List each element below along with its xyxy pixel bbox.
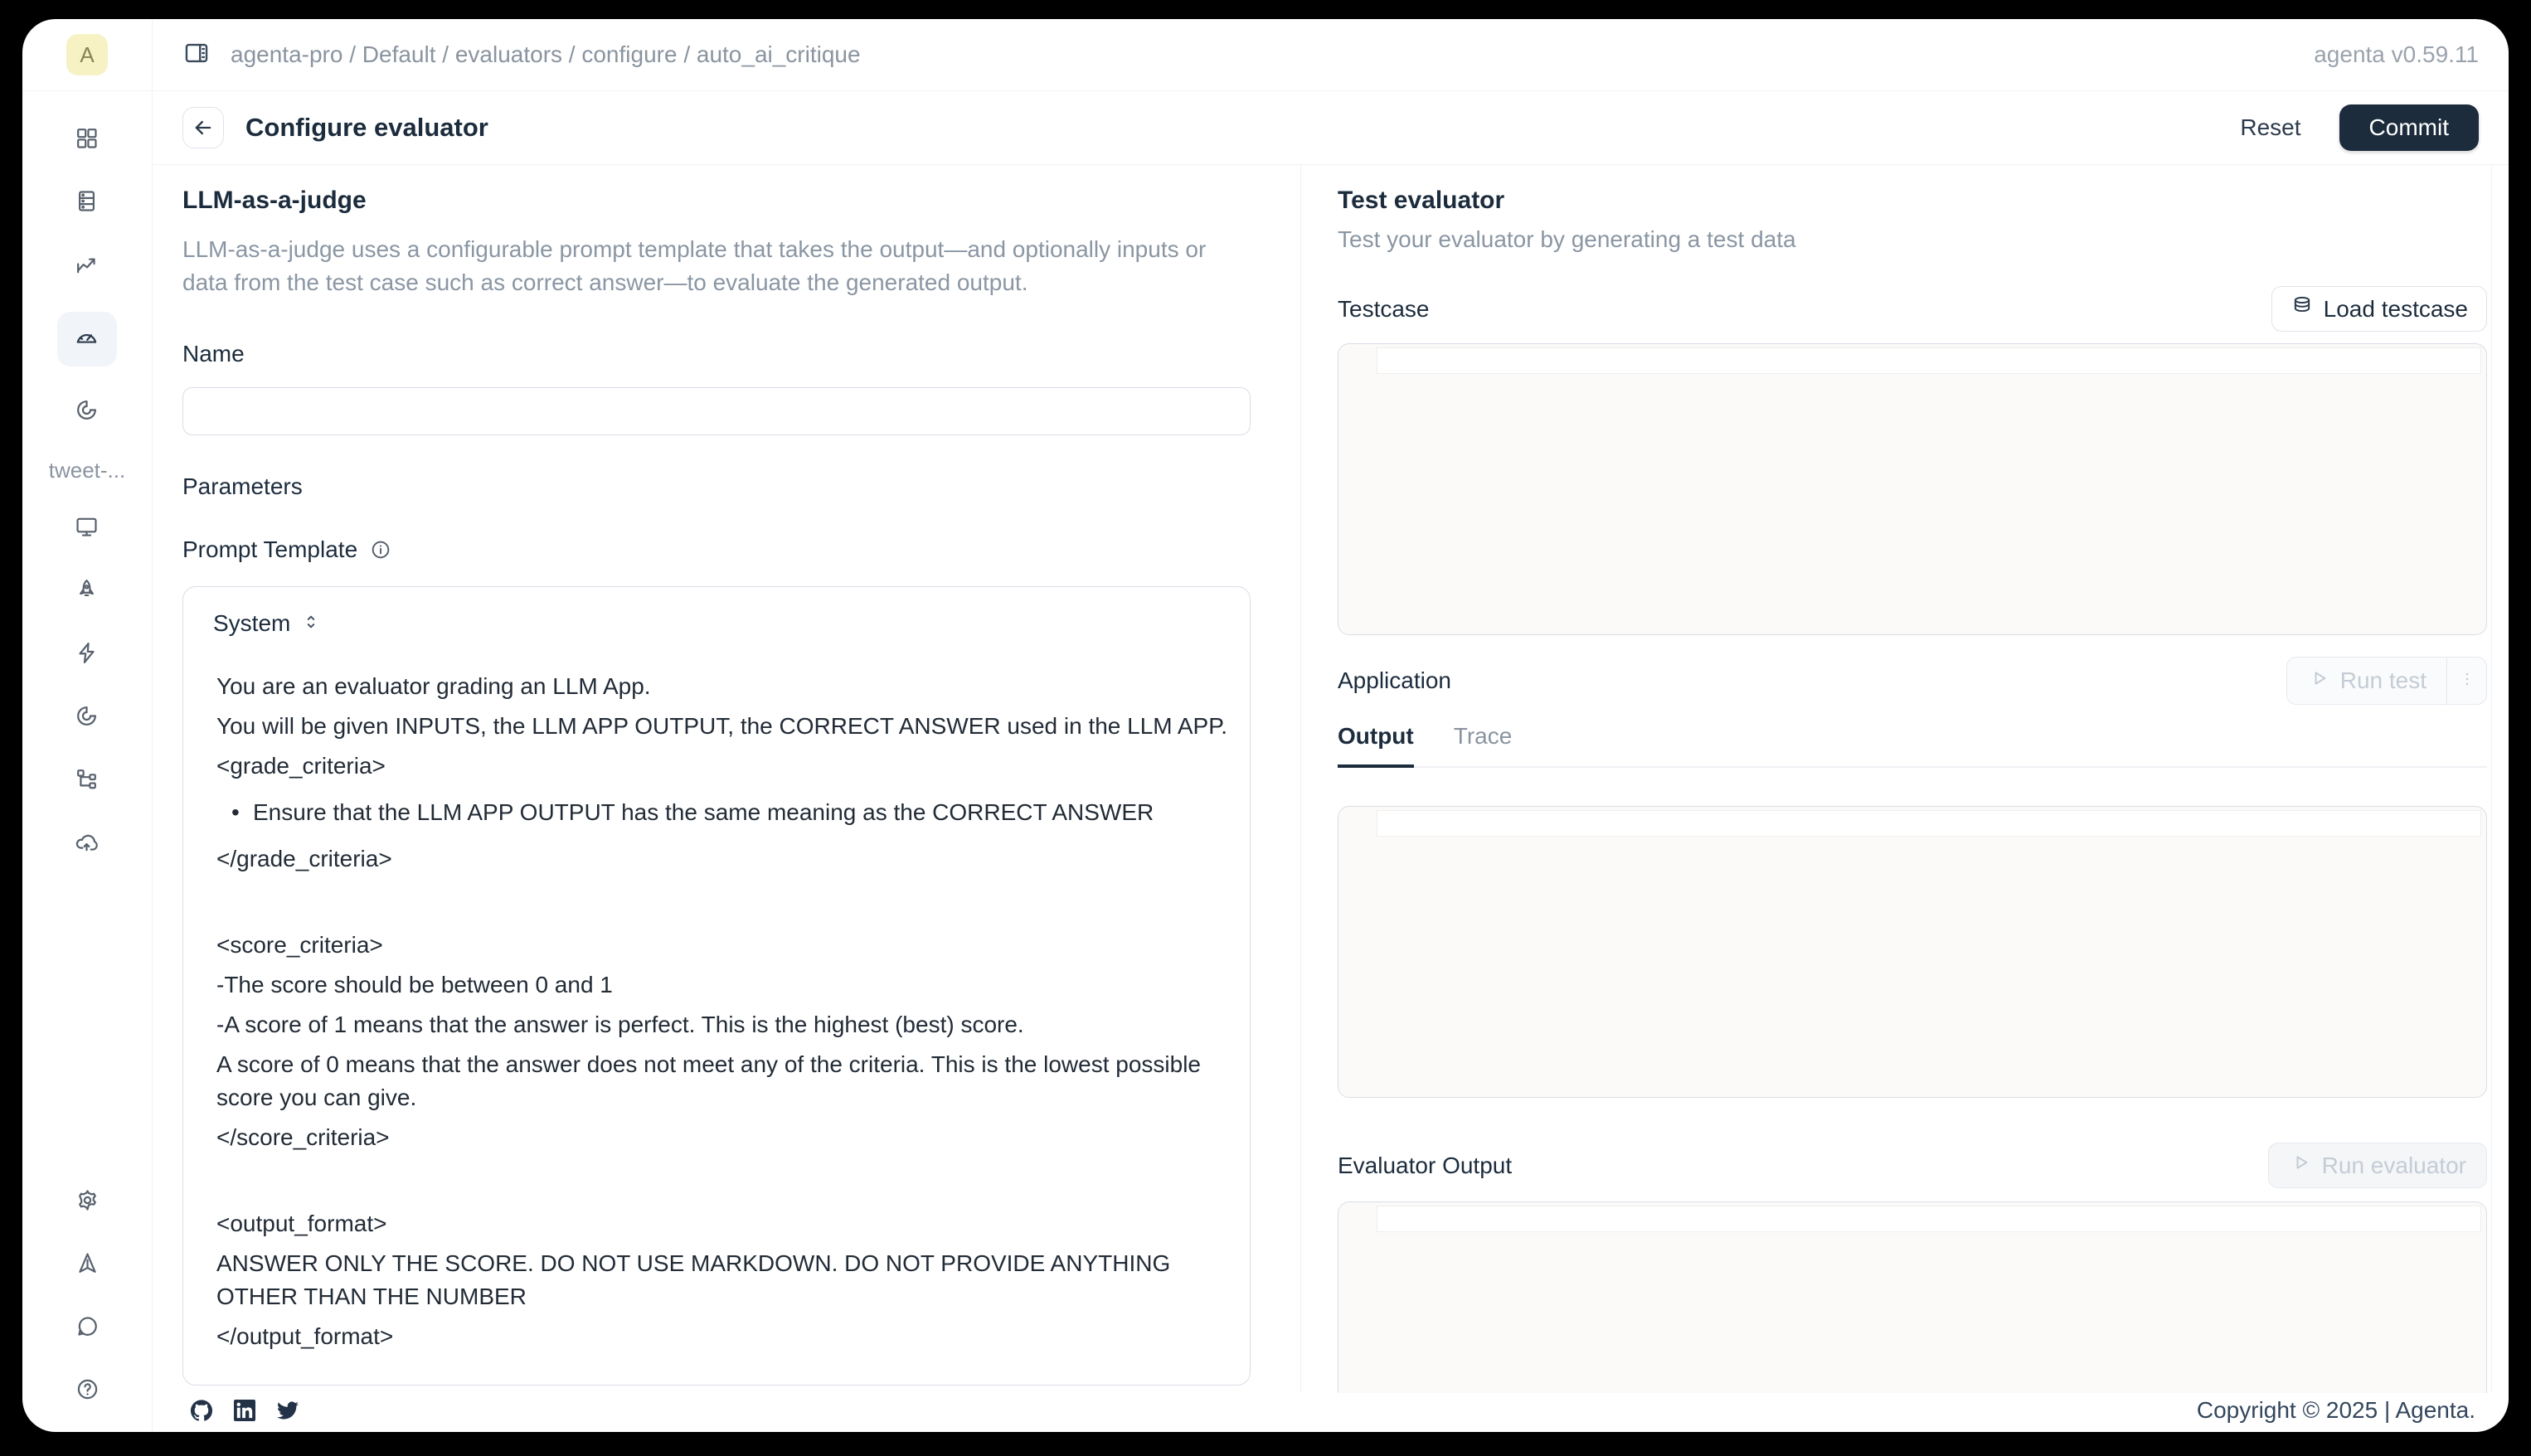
lightning-icon xyxy=(74,640,100,670)
caret-up-down-icon xyxy=(300,611,322,637)
run-evaluator-label: Run evaluator xyxy=(2321,1152,2466,1178)
info-icon[interactable] xyxy=(369,538,392,561)
prompt-line: ANSWER ONLY THE SCORE. DO NOT USE MARKDOWN. DO NOT PROVIDE ANYTHING OTHER THAN THE NUMBER xyxy=(216,1250,1171,1309)
twitter-icon[interactable] xyxy=(277,1400,299,1421)
sidebar-item-usage[interactable] xyxy=(57,701,117,735)
sidebar-item-whats-new[interactable] xyxy=(57,1248,117,1283)
run-test-more-button[interactable] xyxy=(2446,658,2486,704)
cloud-upload-icon xyxy=(74,829,100,859)
name-input[interactable] xyxy=(182,387,1251,435)
prompt-blank-line xyxy=(216,882,1228,922)
prompt-line: <output_format> xyxy=(216,1211,387,1236)
tree-structure-icon xyxy=(74,766,100,796)
evaluator-output-editor[interactable] xyxy=(1338,1201,2487,1393)
test-evaluator-title: Test evaluator xyxy=(1338,187,1505,214)
sidebar-item-observability[interactable] xyxy=(57,249,117,284)
testcase-label: Testcase xyxy=(1338,295,1430,322)
gauge-icon xyxy=(74,324,100,354)
prompt-line: <score_criteria> xyxy=(216,932,383,958)
prompt-line: You will be given INPUTS, the LLM APP OUTPUT, the CORRECT ANSWER used in the LLM APP. xyxy=(216,713,1228,739)
prompt-template-row xyxy=(182,536,1251,563)
application-row xyxy=(1338,657,2487,705)
prompt-template-label: Prompt Template xyxy=(182,536,358,562)
sidebar-nav xyxy=(49,91,125,861)
application-label: Application xyxy=(1338,667,1451,693)
evaluator-output-row xyxy=(1338,1143,2487,1188)
sidebar-item-testsets[interactable] xyxy=(57,186,117,221)
sidebar-item-apps[interactable] xyxy=(57,123,117,158)
donut-chart-icon xyxy=(74,703,100,733)
sidebar-item-evaluations[interactable] xyxy=(57,312,117,366)
name-label: Name xyxy=(182,341,245,366)
sidebar-item-settings[interactable] xyxy=(57,1185,117,1220)
commit-button[interactable]: Commit xyxy=(2339,104,2479,151)
sidebar-workspace-label[interactable]: tweet-... xyxy=(48,458,126,483)
prompt-line: </score_criteria> xyxy=(216,1124,390,1150)
test-evaluator-subtitle: Test your evaluator by generating a test data xyxy=(1338,226,1796,252)
prompt-line: </grade_criteria> xyxy=(216,846,392,871)
linkedin-icon[interactable] xyxy=(234,1400,255,1421)
evaluator-config-panel xyxy=(153,165,1301,1393)
run-test-button[interactable] xyxy=(2287,658,2446,704)
breadcrumb[interactable]: agenta-pro / Default / evaluators / configure / auto_ai_critique xyxy=(231,41,861,67)
reset-button[interactable]: Reset xyxy=(2225,106,2315,149)
run-test-label: Run test xyxy=(2339,667,2427,693)
donut-chart-icon xyxy=(74,397,100,427)
server-rack-icon xyxy=(74,188,100,218)
tab-output[interactable]: Output xyxy=(1338,723,1414,768)
prompt-line: A score of 0 means that the answer does not meet any of the criteria. This is the lowest possible score you can give. xyxy=(216,1051,1201,1110)
sidebar xyxy=(22,19,153,1432)
sidebar-toggle-icon[interactable] xyxy=(182,39,211,71)
testcase-row xyxy=(1338,286,2487,332)
avatar[interactable]: A xyxy=(66,34,108,75)
application-output-editor[interactable] xyxy=(1338,806,2487,1098)
monitor-icon xyxy=(74,514,100,544)
play-icon xyxy=(2289,1151,2312,1180)
testcase-editor[interactable] xyxy=(1338,343,2487,635)
main-area xyxy=(153,19,2509,1432)
prompt-line: <grade_criteria> xyxy=(216,753,386,779)
grid-icon xyxy=(74,125,100,155)
message-role-value: System xyxy=(213,610,291,636)
prompt-line: You are an evaluator grading an LLM App. xyxy=(216,673,651,699)
prompt-blank-line xyxy=(216,1161,1228,1201)
test-evaluator-panel xyxy=(1301,165,2509,1393)
line-chart-icon xyxy=(74,251,100,281)
avatar-row xyxy=(22,19,152,91)
chat-bubble-icon xyxy=(75,1313,100,1343)
load-testcase-label: Load testcase xyxy=(2323,295,2468,322)
page-title: Configure evaluator xyxy=(245,113,488,142)
sidebar-item-registry[interactable] xyxy=(57,764,117,798)
prompt-line: </output_format> xyxy=(216,1323,394,1349)
tab-trace[interactable]: Trace xyxy=(1453,723,1513,749)
editor-active-line xyxy=(1377,810,2481,837)
output-trace-tabs xyxy=(1338,723,2487,768)
sidebar-item-feedback[interactable] xyxy=(57,1311,117,1346)
sidebar-item-help[interactable] xyxy=(57,1374,117,1409)
back-button[interactable] xyxy=(182,107,224,148)
github-icon[interactable] xyxy=(191,1400,212,1421)
prompt-line: -The score should be between 0 and 1 xyxy=(216,972,613,997)
sidebar-item-playground[interactable] xyxy=(57,512,117,546)
copyright-text: Copyright © 2025 | Agenta. xyxy=(2196,1396,2475,1423)
page-header xyxy=(153,91,2509,165)
paper-plane-icon xyxy=(75,1250,100,1280)
app-window xyxy=(22,19,2509,1432)
load-testcase-button[interactable] xyxy=(2271,286,2487,332)
evaluator-description: LLM-as-a-judge uses a configurable prompt template that takes the output—and optionally inputs or data from the test case such as correct answer—to evaluate the generated output. xyxy=(182,236,1207,295)
message-role-selector[interactable] xyxy=(205,610,1228,637)
run-test-split-button xyxy=(2286,657,2487,705)
scroll-track[interactable] xyxy=(2491,165,2492,1393)
editor-active-line xyxy=(1377,1206,2481,1232)
prompt-template-editor[interactable] xyxy=(182,586,1251,1386)
editor-active-line xyxy=(1377,347,2481,374)
prompt-template-content[interactable] xyxy=(205,670,1228,1353)
sidebar-item-deploy[interactable] xyxy=(57,827,117,861)
sidebar-bottom xyxy=(57,1185,117,1432)
evaluator-output-label: Evaluator Output xyxy=(1338,1152,1513,1178)
rocket-icon xyxy=(74,577,100,607)
sidebar-item-deployments[interactable] xyxy=(57,575,117,609)
parameters-label: Parameters xyxy=(182,473,303,499)
evaluator-type-title: LLM-as-a-judge xyxy=(182,187,367,214)
content-area xyxy=(153,165,2509,1393)
prompt-line-bullet: • Ensure that the LLM APP OUTPUT has the same meaning as the CORRECT ANSWER xyxy=(216,796,1228,829)
version-label: agenta v0.59.11 xyxy=(2314,41,2479,67)
play-icon xyxy=(2307,667,2330,696)
breadcrumb-bar xyxy=(153,19,2509,91)
footer xyxy=(153,1393,2509,1432)
gear-icon xyxy=(75,1187,100,1217)
social-links xyxy=(191,1400,299,1421)
prompt-line: -A score of 1 means that the answer is perfect. This is the highest (best) score. xyxy=(216,1012,1024,1037)
kebab-menu-icon xyxy=(2457,669,2477,693)
run-evaluator-button[interactable] xyxy=(2268,1143,2487,1188)
question-mark-icon xyxy=(75,1376,100,1406)
sidebar-item-analytics[interactable] xyxy=(57,395,117,430)
database-icon xyxy=(2291,294,2314,323)
sidebar-item-workflows[interactable] xyxy=(57,638,117,672)
